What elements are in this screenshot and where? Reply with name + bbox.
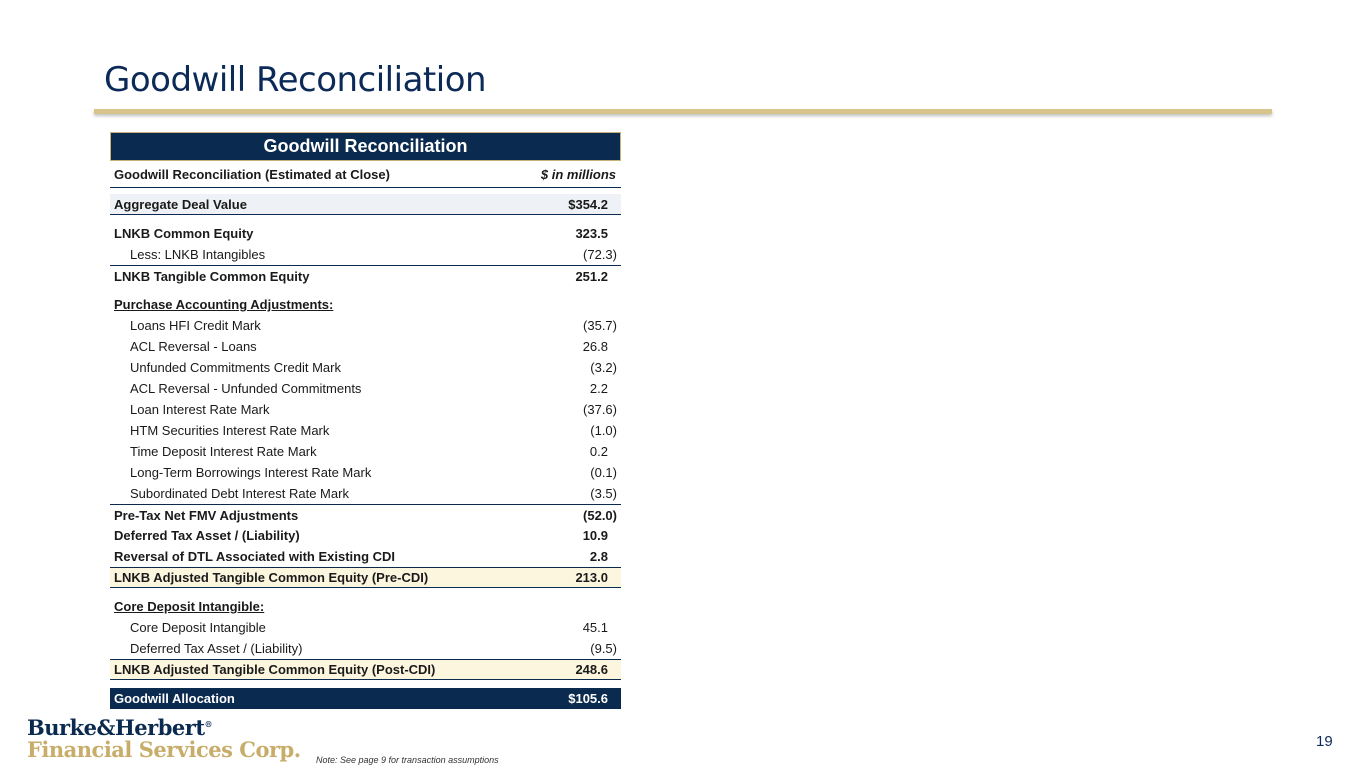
reversal-dtl-row bbox=[110, 546, 621, 567]
adjustment-row bbox=[110, 378, 621, 399]
row-label: LNKB Adjusted Tangible Common Equity (Pre-CDI) bbox=[114, 570, 429, 585]
adjustment-row bbox=[110, 315, 621, 336]
row-label: Unfunded Commitments Credit Mark bbox=[130, 360, 341, 375]
row-label: Reversal of DTL Associated with Existing CDI bbox=[114, 549, 396, 564]
row-value: $354.2 bbox=[568, 196, 608, 212]
row-value: (52.0) bbox=[583, 507, 617, 523]
row-value: 213.0 bbox=[575, 570, 608, 585]
company-logo bbox=[27, 715, 301, 762]
row-label: ACL Reversal - Unfunded Commitments bbox=[130, 381, 362, 396]
logo-wordmark: Burke&Herbert bbox=[27, 715, 205, 740]
section-heading: Core Deposit Intangible: bbox=[114, 599, 265, 614]
goodwill-reconciliation-table bbox=[110, 132, 621, 709]
row-value: $105.6 bbox=[568, 691, 608, 706]
table-header-row bbox=[110, 161, 621, 188]
cdi-deferred-tax-row bbox=[110, 638, 621, 659]
row-value: (3.2) bbox=[590, 360, 617, 375]
row-label: Goodwill Allocation bbox=[114, 691, 235, 706]
row-value: 10.9 bbox=[582, 528, 608, 543]
logo-line-2: Financial Services Corp. bbox=[27, 737, 301, 762]
row-label: Deferred Tax Asset / (Liability) bbox=[114, 528, 300, 543]
row-value: 0.2 bbox=[589, 444, 608, 459]
row-value: (3.5) bbox=[590, 486, 617, 501]
row-label: Pre-Tax Net FMV Adjustments bbox=[114, 507, 299, 523]
row-label: HTM Securities Interest Rate Mark bbox=[130, 423, 330, 438]
row-value: (72.3) bbox=[583, 247, 617, 262]
row-value: 45.1 bbox=[582, 620, 608, 635]
row-label: LNKB Common Equity bbox=[114, 226, 254, 241]
row-value: (0.1) bbox=[590, 465, 617, 480]
core-deposit-intangible-row bbox=[110, 617, 621, 638]
row-label: Loans HFI Credit Mark bbox=[130, 318, 261, 333]
adjustment-row bbox=[110, 483, 621, 504]
adjustment-row bbox=[110, 357, 621, 378]
adjustment-row bbox=[110, 399, 621, 420]
tangible-common-equity-row bbox=[110, 265, 621, 286]
adjusted-post-cdi-row bbox=[110, 659, 621, 680]
table-banner: Goodwill Reconciliation bbox=[110, 132, 621, 161]
row-label: Less: LNKB Intangibles bbox=[130, 247, 266, 262]
adjustment-row bbox=[110, 462, 621, 483]
adjustment-row bbox=[110, 336, 621, 357]
page-title: Goodwill Reconciliation bbox=[104, 60, 487, 100]
adjustment-row bbox=[110, 420, 621, 441]
row-label: LNKB Tangible Common Equity bbox=[114, 268, 310, 284]
core-deposit-heading bbox=[110, 596, 621, 617]
page-number: 19 bbox=[1316, 733, 1333, 750]
common-equity-row bbox=[110, 223, 621, 244]
aggregate-deal-value-row bbox=[110, 194, 621, 215]
footnote: Note: See page 9 for transaction assumptions bbox=[316, 755, 499, 765]
row-value: (1.0) bbox=[590, 423, 617, 438]
row-label: Time Deposit Interest Rate Mark bbox=[130, 444, 317, 459]
pretax-net-fmv-row bbox=[110, 504, 621, 525]
adjusted-pre-cdi-row bbox=[110, 567, 621, 588]
adjustment-row bbox=[110, 441, 621, 462]
row-label: Aggregate Deal Value bbox=[114, 196, 247, 212]
row-label: Core Deposit Intangible bbox=[130, 620, 266, 635]
row-value: 2.8 bbox=[589, 549, 608, 564]
row-value: 248.6 bbox=[575, 662, 608, 677]
row-value: 251.2 bbox=[575, 268, 608, 284]
less-intangibles-row bbox=[110, 244, 621, 265]
header-label: Goodwill Reconciliation (Estimated at Close) bbox=[114, 166, 390, 182]
row-value: 2.2 bbox=[589, 381, 608, 396]
row-value: (35.7) bbox=[583, 318, 617, 333]
row-label: LNKB Adjusted Tangible Common Equity (Post-CDI) bbox=[114, 662, 436, 677]
deferred-tax-row bbox=[110, 525, 621, 546]
header-units: $ in millions bbox=[540, 166, 616, 182]
row-label: Subordinated Debt Interest Rate Mark bbox=[130, 486, 349, 501]
section-heading: Purchase Accounting Adjustments: bbox=[114, 297, 334, 312]
row-value: 323.5 bbox=[575, 226, 608, 241]
title-divider bbox=[94, 109, 1272, 114]
goodwill-allocation-row bbox=[110, 688, 621, 709]
row-label: Loan Interest Rate Mark bbox=[130, 402, 270, 417]
row-value: 26.8 bbox=[582, 339, 608, 354]
registered-mark: ® bbox=[204, 719, 213, 729]
row-value: (37.6) bbox=[583, 402, 617, 417]
row-label: ACL Reversal - Loans bbox=[130, 339, 257, 354]
row-label: Deferred Tax Asset / (Liability) bbox=[130, 641, 303, 656]
row-value: (9.5) bbox=[590, 641, 617, 656]
row-label: Long-Term Borrowings Interest Rate Mark bbox=[130, 465, 372, 480]
purchase-accounting-heading bbox=[110, 294, 621, 315]
